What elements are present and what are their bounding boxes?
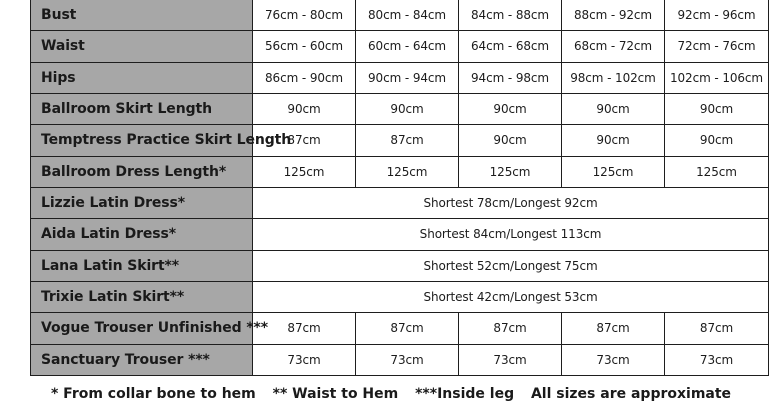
table-row — [31, 125, 769, 156]
table-row — [31, 281, 769, 312]
table-cell: 64cm - 68cm — [459, 31, 562, 62]
table-cell: 90cm - 94cm — [356, 62, 459, 93]
table-row — [31, 62, 769, 93]
table-cell: 98cm - 102cm — [562, 62, 665, 93]
merged-cell: Shortest 78cm/Longest 92cm — [253, 187, 769, 218]
table-cell: 90cm — [459, 93, 562, 124]
table-row — [31, 250, 769, 281]
table-cell: 76cm - 80cm — [253, 0, 356, 31]
table-cell: 90cm — [665, 125, 769, 156]
merged-cell: Shortest 52cm/Longest 75cm — [253, 250, 769, 281]
table-row — [31, 219, 769, 250]
table-row — [31, 313, 769, 344]
table-cell: 90cm — [562, 125, 665, 156]
table-row — [31, 93, 769, 124]
table-cell: 68cm - 72cm — [562, 31, 665, 62]
table-cell: 87cm — [253, 313, 356, 344]
table-row — [31, 187, 769, 218]
footnote-inside-leg: ***Inside leg — [415, 386, 515, 402]
footnote-collar: * From collar bone to hem — [50, 386, 256, 402]
row-label: Bust — [31, 0, 253, 31]
merged-cell: Shortest 84cm/Longest 113cm — [253, 219, 769, 250]
table-cell: 90cm — [562, 93, 665, 124]
footnote-approximate: All sizes are approximate — [530, 386, 732, 402]
table-cell: 125cm — [665, 156, 769, 187]
table-cell: 73cm — [253, 344, 356, 375]
table-cell: 73cm — [665, 344, 769, 375]
table-cell: 125cm — [356, 156, 459, 187]
table-cell: 92cm - 96cm — [665, 0, 769, 31]
table-cell: 56cm - 60cm — [253, 31, 356, 62]
table-row — [31, 0, 769, 31]
table-cell: 90cm — [665, 93, 769, 124]
table-cell: 72cm - 76cm — [665, 31, 769, 62]
row-label: Temptress Practice Skirt Length — [31, 125, 253, 156]
table-cell: 87cm — [562, 313, 665, 344]
row-label: Hips — [31, 62, 253, 93]
table-cell: 87cm — [665, 313, 769, 344]
table-cell: 87cm — [253, 125, 356, 156]
table-cell: 90cm — [253, 93, 356, 124]
merged-cell: Shortest 42cm/Longest 53cm — [253, 281, 769, 312]
table-cell: 84cm - 88cm — [459, 0, 562, 31]
table-cell: 88cm - 92cm — [562, 0, 665, 31]
table-cell: 73cm — [356, 344, 459, 375]
table-cell: 60cm - 64cm — [356, 31, 459, 62]
row-label: Aida Latin Dress* — [31, 219, 253, 250]
row-label: Ballroom Skirt Length — [31, 93, 253, 124]
row-label: Waist — [31, 31, 253, 62]
table-cell: 125cm — [253, 156, 356, 187]
table-cell: 80cm - 84cm — [356, 0, 459, 31]
footnote-line — [0, 386, 782, 402]
size-table — [30, 0, 769, 376]
row-label: Lizzie Latin Dress* — [31, 187, 253, 218]
row-label: Ballroom Dress Length* — [31, 156, 253, 187]
table-cell: 102cm - 106cm — [665, 62, 769, 93]
row-label: Lana Latin Skirt** — [31, 250, 253, 281]
table-cell: 87cm — [356, 313, 459, 344]
row-label: Vogue Trouser Unfinished *** — [31, 313, 253, 344]
table-cell: 90cm — [356, 93, 459, 124]
footnote-waist: ** Waist to Hem — [272, 386, 399, 402]
table-cell: 87cm — [356, 125, 459, 156]
table-row — [31, 344, 769, 375]
table-cell: 86cm - 90cm — [253, 62, 356, 93]
table-cell: 125cm — [459, 156, 562, 187]
row-label: Sanctuary Trouser *** — [31, 344, 253, 375]
table-cell: 73cm — [459, 344, 562, 375]
table-cell: 87cm — [459, 313, 562, 344]
table-cell: 125cm — [562, 156, 665, 187]
table-row — [31, 31, 769, 62]
table-cell: 94cm - 98cm — [459, 62, 562, 93]
table-cell: 73cm — [562, 344, 665, 375]
row-label: Trixie Latin Skirt** — [31, 281, 253, 312]
table-cell: 90cm — [459, 125, 562, 156]
table-row — [31, 156, 769, 187]
